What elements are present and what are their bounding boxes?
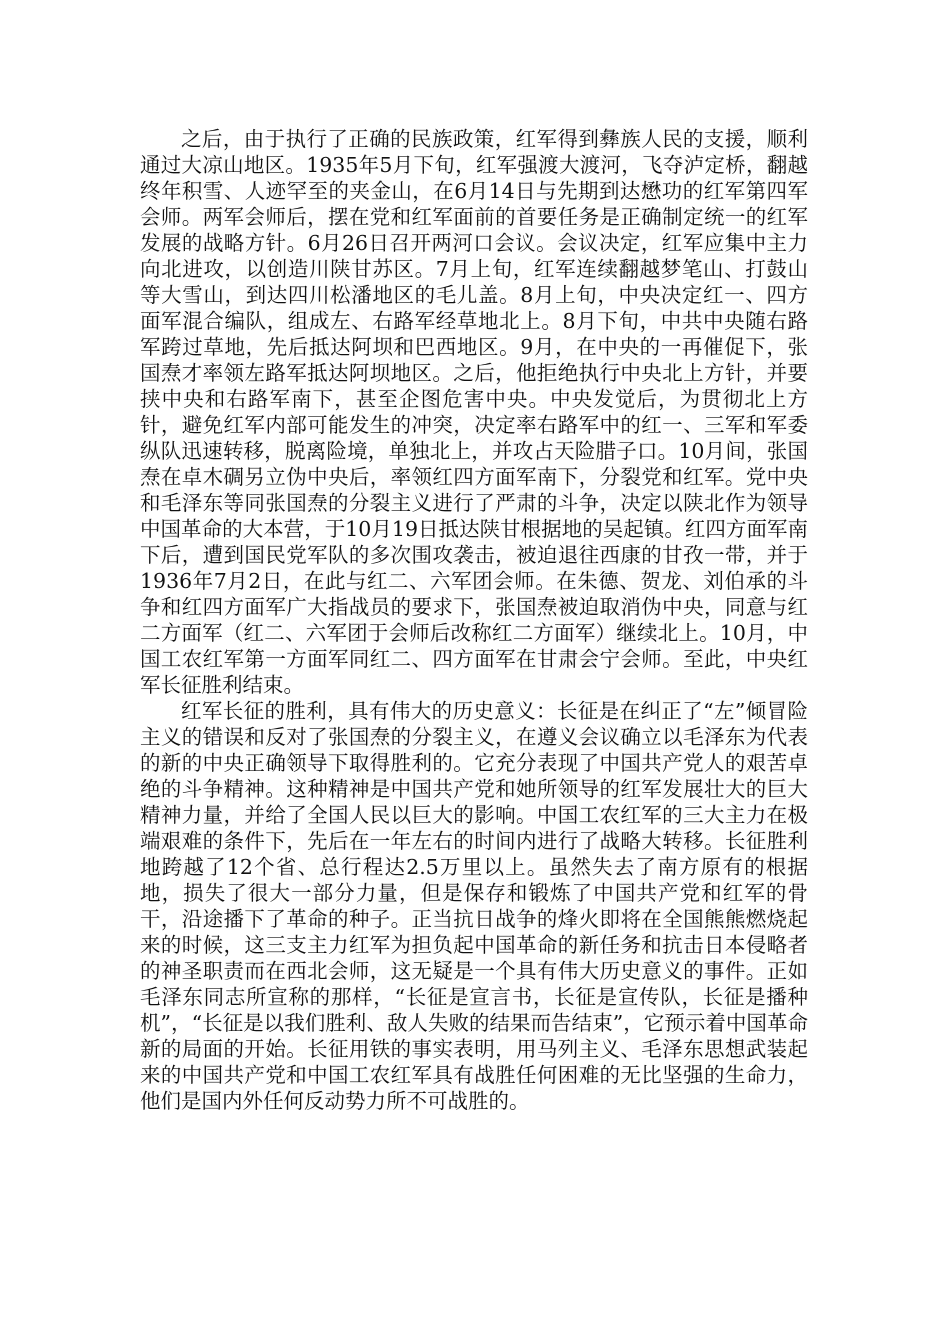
paragraph-1: 之后，由于执行了正确的民族政策，红军得到彝族人民的支援，顺利通过大凉山地区。1935年5月下旬，红军强渡大渡河，飞夺泸定桥，翻越终年积雪、人迹罕至的夹金山，在6月14日与先期到达懋功的红军第四军会师。两军会师后，摆在党和红军面前的首要任务是正确制定统一的红军发展的战略方针。6月26日召开两河口会议。会议决定，红军应集中主力向北进攻，以创造川陕甘苏区。7月上旬，红军连续翻越梦笔山、打鼓山等大雪山，到达四川松潘地区的毛儿盖。8月上旬，中央决定红一、四方面军混合编队，组成左、右路军经草地北上。8月下旬，中共中央随右路军跨过草地，先后抵达阿坝和巴西地区。9月，在中央的一再催促下，张国焘才率领左路军抵达阿坝地区。之后，他拒绝执行中央北上方针，并要挟中央和右路军南下，甚至企图危害中央。中央发觉后，为贯彻北上方针，避免红军内部可能发生的冲突，决定率右路军中的红一、三军和军委纵队迅速转移，脱离险境，单独北上，并攻占天险腊子口。10月间，张国焘在卓木碉另立伪中央后，率领红四方面军南下，分裂党和红军。党中央和毛泽东等同张国焘的分裂主义进行了严肃的斗争，决定以陕北作为领导中国革命的大本营，于10月19日抵达陕甘根据地的吴起镇。红四方面军南下后，遭到国民党军队的多次围攻袭击，被迫退往西康的甘孜一带，并于1936年7月2日，在此与红二、六军团会师。在朱德、贺龙、刘伯承的斗争和红四方面军广大指战员的要求下，张国焘被迫取消伪中央，同意与红二方面军（红二、六军团于会师后改称红二方面军）继续北上。10月，中国工农红军第一方面军同红二、四方面军在甘肃会宁会师。至此，中央红军长征胜利结束。: [140, 127, 808, 697]
body-text: [140, 126, 808, 1114]
paragraph-2: 红军长征的胜利，具有伟大的历史意义：长征是在纠正了“左”倾冒险主义的错误和反对了张国焘的分裂主义，在遵义会议确立以毛泽东为代表的新的中央正确领导下取得胜利的。它充分表现了中国共产党人的艰苦卓绝的斗争精神。这种精神是中国共产党和她所领导的红军发展壮大的巨大精神力量，并给了全国人民以巨大的影响。中国工农红军的三大主力在极端艰难的条件下，先后在一年左右的时间内进行了战略大转移。长征胜利地跨越了12个省、总行程达2.5万里以上。虽然失去了南方原有的根据地，损失了很大一部分力量，但是保存和锻炼了中国共产党和红军的骨干，沿途播下了革命的种子。正当抗日战争的烽火即将在全国熊熊燃烧起来的时候，这三支主力红军为担负起中国革命的新任务和抗击日本侵略者的神圣职责而在西北会师，这无疑是一个具有伟大历史意义的事件。正如毛泽东同志所宣称的那样，“长征是宣言书，长征是宣传队，长征是播种机”，“长征是以我们胜利、敌人失败的结果而告结束”，它预示着中国革命新的局面的开始。长征用铁的事实表明，用马列主义、毛泽东思想武装起来的中国共产党和中国工农红军具有战胜任何困难的无比坚强的生命力，他们是国内外任何反动势力所不可战胜的。: [140, 699, 808, 1113]
